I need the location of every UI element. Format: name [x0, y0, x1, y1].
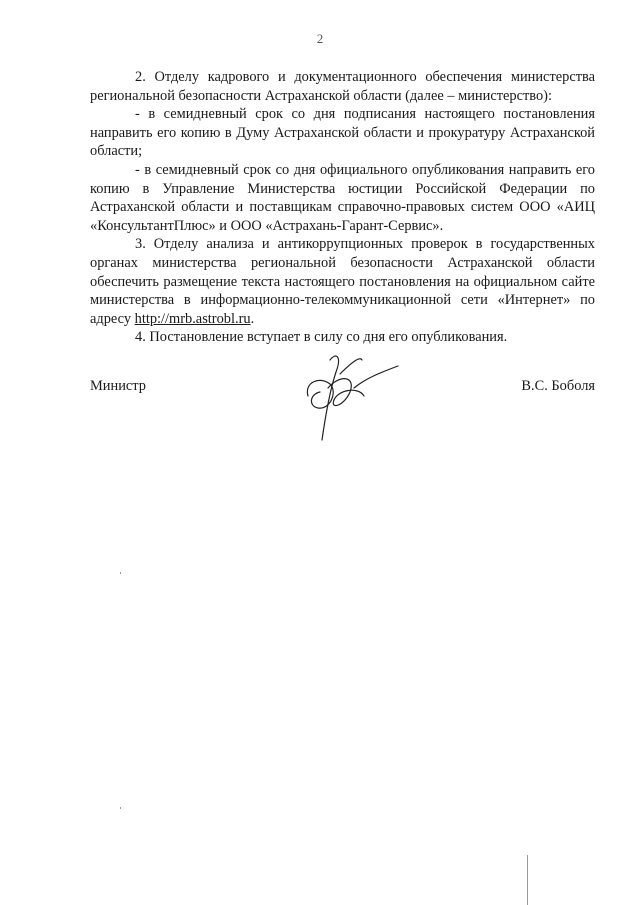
- paragraph-3-end: .: [250, 310, 255, 327]
- paragraph-3-text: 3. Отделу анализа и антикоррупционных проверок в государственных органах министерства региональной безопасности Астраханской области обеспечить размещение текста настоящего постановления на официальном сайте министерства в информационно-телекоммуникационной сети «Интернет» по адресу: [90, 236, 595, 327]
- paragraph-4: 4. Постановление вступает в силу со дня его опубликования.: [135, 329, 508, 346]
- scan-artifact-right-edge: [527, 855, 528, 905]
- scan-artifact-left-2: [120, 807, 121, 809]
- handwritten-signature: [300, 352, 400, 442]
- paragraph-2-item-1: - в семидневный срок со дня подписания настоящего постановления направить его копию в Думу Астраханской области и прокуратуру Астраханской области;: [90, 106, 595, 160]
- paragraph-3: [90, 235, 595, 328]
- document-body: [90, 68, 595, 347]
- signatory-role: Министр: [90, 378, 146, 394]
- website-link[interactable]: http://mrb.astrobl.ru: [134, 310, 251, 327]
- paragraph-2-item-2: - в семидневный срок со дня официального опубликования направить его копию в Управление Министерства юстиции Российской Федерации по Астраханской области и поставщикам справочно-правовых систем ООО «АИЦ «КонсультантПлюс» и ООО «Астрахань-Гарант-Сервис».: [90, 161, 595, 234]
- page-number: 2: [316, 31, 324, 46]
- paragraph-2: 2. Отделу кадрового и документационного обеспечения министерства региональной безопасности Астраханской области (далее – министерство):: [90, 69, 595, 104]
- scan-artifact-left-1: [120, 572, 121, 574]
- signatory-name: В.С. Боболя: [521, 378, 595, 394]
